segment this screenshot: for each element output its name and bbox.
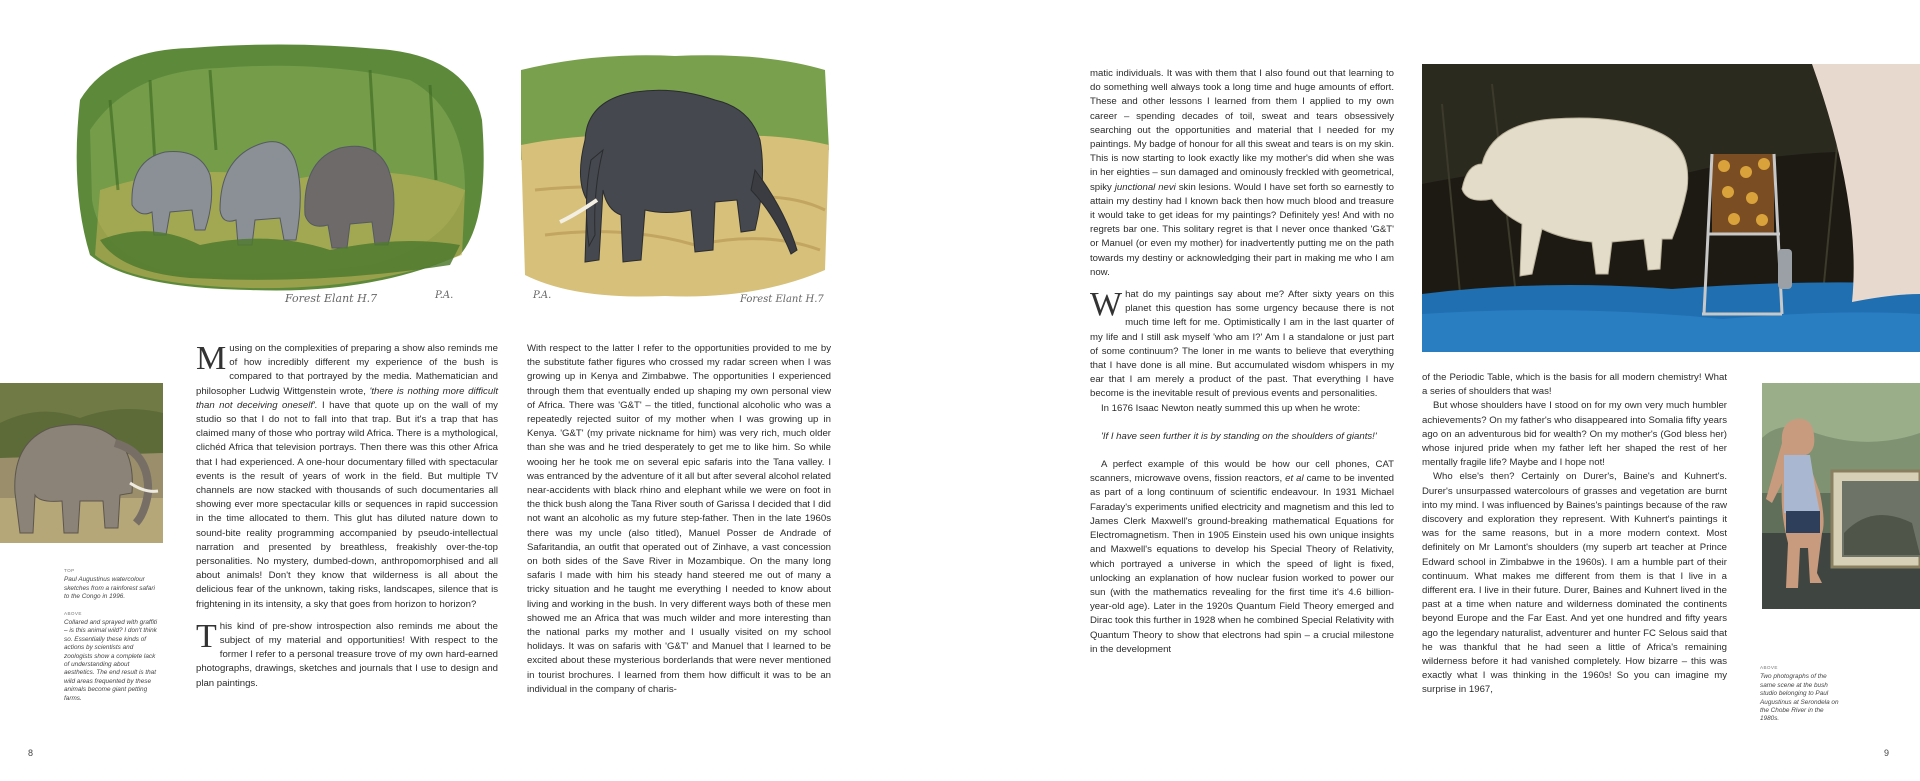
drop-cap: T	[196, 617, 217, 655]
white-lion-camp-photo	[1422, 64, 1920, 352]
right-captions	[1760, 664, 1840, 732]
caption-top	[64, 567, 160, 602]
caption-label: ABOVE	[1760, 665, 1778, 670]
paragraph: of the Periodic Table, which is the basis for all modern chemistry! What a series of shoulders that was!	[1422, 372, 1727, 398]
drop-cap: W	[1090, 286, 1123, 324]
elephant-walking-watercolour	[515, 50, 835, 310]
text-column-4	[1422, 371, 1727, 698]
text-column-2	[527, 342, 831, 697]
paragraph: Musing on the complexities of preparing a show also reminds me of how incredibly different my experience of the bush is compared to that portrayed by the media. Mathematician and philosopher Ludwig Wittgenstein wrote, 'there is nothing more difficult than not deceiving oneself'. I have that quote up on the wall of my studio so that I do not to fall into that trap. But it's a trap that has claimed many of those who portray wild Africa. There is a mythological, clichéd Africa that television portrays. Then there was this other Africa that I had experienced. A one-hour documentary filled with spectacular events is the result of years of work in the field. But multiple TV channels are now stacked with thousands of such documentaries all showing ever more spectacular kills or sequences in rapid succession in the time allocated to them. This glut has diluted nature down to sound-bite reality programming accompanied by pseudo-intellectual narration and presented by breathless, freakishly over-the-top personalities. No mystery, dumbed-down, anthropomorphised and all about animals! Don't they know that wilderness is all about the delicious fear of the unknown, taking risks, landscapes, silence that is frightening in its intensity, a sky that goes from horizon to horizon?	[196, 340, 498, 610]
page-number-left: 8	[28, 748, 34, 758]
page-number-right: 9	[1884, 748, 1890, 758]
paragraph: In 1676 Isaac Newton neatly summed this up when he wrote:	[1101, 402, 1361, 414]
paragraph: A perfect example of this would be how our cell phones, CAT scanners, microwave ovens, fission reactors, et al came to be invented as part of a long continuum of scientific endeavour. In 1931 Michael Faraday's experiments unified electricity and magnetism and this led to James Clerk Maxwell's ground-breaking mathematical Equations for Electromagnetism. Then in 1905 Einstein used his own unique insights and Maxwell's equations to develop his Special Theory of Relativity, which portrayed a universe in which the speed of light is fixed, unlocking an explanation of how nuclear fusion worked to power our sun (with the mathematics revealing for the first time it's 4.6 billion-year-old age). Later in the 1920s Quantum Field Theory emerged and Dirac took this further in 1928 when he combined Special Relativity with Quantum Theory to show that electrons had spin – a crucial milestone in the development	[1090, 459, 1394, 655]
caption-label: TOP	[64, 568, 75, 573]
text-column-3	[1090, 67, 1394, 657]
sketch-initials: P.A.	[533, 290, 552, 301]
drop-cap: M	[196, 340, 227, 377]
caption-above	[64, 610, 160, 703]
paragraph: But whose shoulders have I stood on for my own very much humbler achievements? On my father's who disappeared into Somalia fifty years ago on an adventurous bid for wealth? On my mother's (God bless her) whose injured pride when my father left her shaped the rest of her mentally fragile life? Maybe and I hope not!	[1422, 400, 1727, 469]
caption-text: Two photographs of the same scene at the bush studio belonging to Paul Augustinus at Serondela on the Chobe River in the 1980s.	[1760, 673, 1839, 723]
caption-above	[1760, 664, 1840, 724]
left-captions	[64, 567, 160, 711]
text-column-1	[196, 342, 498, 691]
bush-studio-photo	[1762, 383, 1920, 609]
sketch-initials: P.A.	[435, 290, 454, 301]
paragraph: This kind of pre-show introspection also reminds me about the subject of my material and opportunities! With respect to the former I refer to a personal treasure trove of my own hard-earned photographs, drawings, sketches and journals that I use to design and plan paintings.	[196, 617, 498, 689]
paragraph: Who else's then? Certainly on Durer's, Baine's and Kuhnert's. Durer's unsurpassed watercolours of grasses and vegetation are burnt into my mind. I was influenced by Baines's paintings because of the raw discovery and exploration they represent. With Kuhnert's paintings it was for the same reasons, but in a more modern context. Most definitely on Mr Lamont's shoulders (my superb art teacher at Prince Edward school in Zimbabwe in the 1960s). I am a humble part of their continuum. What makes me different from them is that I live in a different era. I live in their future. Durer, Baines and Kuhnert lived in the past at a time when nature and wilderness dominated the continents beyond Europe and the Far East. And yet one hundred and fifty years ago the legendary naturalist, adventurer and hunter FC Selous said that he was thankful that he had seen a little of Africa's remaining wilderness before it had vanished completely. How bizarre – this was exactly what I was thinking in the 1960s! So you can imagine my surprise in 1967,	[1422, 471, 1727, 696]
elephants-forest-watercolour	[70, 40, 490, 308]
caption-text: Collared and sprayed with graffiti – is this animal wild? I don't think so. Essentially these kinds of actions by scientists and zoologists show a complete lack of understanding about aesthetics. The end result is that wild areas frequented by these animals become giant petting farms.	[64, 619, 158, 702]
paragraph: What do my paintings say about me? After sixty years on this planet this question has some urgency because there is not much time left for me. Optimistically I am in the last quarter of my life and I still ask myself 'who am I?' Am I a standalone or just part of some continuum? The loner in me wants to believe that everything that I have done is all mine. But accumulated wisdom whispers in my ear that I am merely a product of the past. That everything I have become is the inevitable result of previous events and personalities.	[1090, 286, 1394, 400]
paragraph: With respect to the latter I refer to the opportunities provided to me by the substitute father figures who crossed my radar screen when I was growing up in Kenya and Zimbabwe. The opportunities I experienced through them that eventually ended up shaping my own personal view of Africa. There was 'G&T' – the titled, functional alcoholic who was a repeatedly rejected suitor of my mother when I was growing up in Kenya. 'G&T' (my private nickname for him) was very rich, much older than she was and he tried desperately to get me to like him. So while wooing her he took me on several epic safaris into the Tana valley. I was entranced by the adventure of it all but after several alcohol related near-accidents with black rhino and elephant while we were on foot in the thick bush along the Tana River south of Garissa I decided that I did not want an alcoholic as my future step-father. Then in the late 1960s there was my uncle (also titled), Manuel Posser de Andrade of Safaritandia, an outfit that operated out of Zinhave, a vast concession on both sides of the Save River in Mozambique. On the many long safaris I made with him his steady hand steered me out of many a tricky situation and he taught me everything I needed to know about living and working in the bush. In very different ways both of these men showed me an Africa that was much wilder and more interesting than the national parks my mother and I usually visited on my school holidays. It was on safaris with 'G&T' and Manuel that I learned to be excited about these mysterious borderlands that were never mentioned in tourist brochures. I learned from them how difficult it was to be an individual in the company of charis-	[527, 343, 831, 695]
collared-elephant-photo	[0, 383, 163, 543]
newton-quote: 'If I have seen further it is by standing on the shoulders of giants!'	[1101, 430, 1377, 442]
caption-label: ABOVE	[64, 610, 82, 616]
caption-text: Paul Augustinus watercolour sketches from a rainforest safari to the Congo in 1996.	[64, 576, 155, 601]
sketch-signature: Forest Elant H.7	[285, 292, 378, 305]
sketch-signature: Forest Elant H.7	[740, 294, 824, 305]
paragraph: matic individuals. It was with them that I also found out that learning to do something well always took a long time and huge amounts of effort. These and other lessons I learned from them I applied to my own career – spending decades of toil, sweat and tears obsessively searching out the opportunities and material that I needed for my paintings. My badge of honour for all this sweat and tears is on my skin. This is now starting to look exactly like my mother's did when she was in her eighties – sun damaged and ominously freckled with geometrical, spiky junctional nevi skin lesions. Would I have set forth so earnestly to attain my destiny had I known back then how much blood and treasure it would take to get ideas for my paintings? Definitely yes! And with no regrets bar one. This solitary regret is that I never once thanked 'G&T' or Manuel (or even my mother) for inadvertently putting me on the path towards my destiny or acknowledging their part in making me who I am now.	[1090, 68, 1394, 278]
